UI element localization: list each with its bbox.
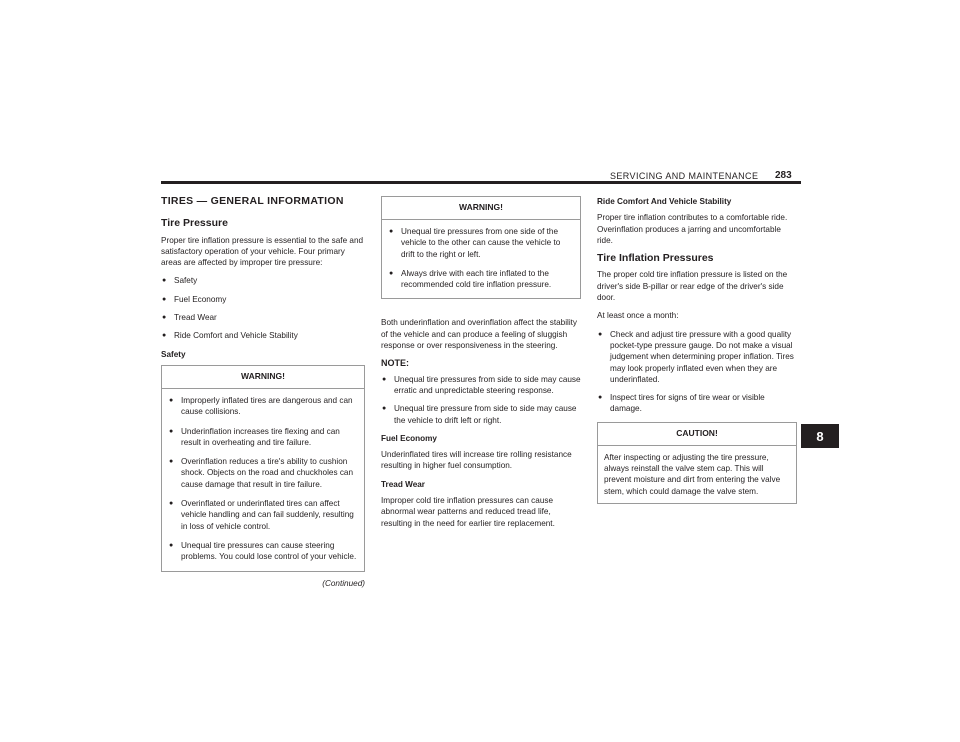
section-title: TIRES — GENERAL INFORMATION: [161, 195, 344, 207]
affected-areas-list: [161, 275, 365, 341]
monthly-lead: At least once a month:: [597, 311, 679, 321]
monthly-list: [597, 329, 797, 415]
list-item: ● Safety: [161, 275, 365, 286]
ride-comfort-text: Proper tire inflation contributes to a comfortable ride. Overinflation produces a jarring and uncomfortable ride.: [597, 213, 788, 245]
list-item: ● Check and adjust tire pressure with a good quality pocket-type pressure gauge. Do not make a visual judgement when determining proper inflation. Tires may look properly inflated even when they are underinflated.: [597, 329, 797, 385]
caution-title: CAUTION!: [598, 423, 796, 446]
note-item: ● Unequal tire pressure from side to side may cause the vehicle to drift left or right.: [381, 403, 581, 426]
stability-paragraph: Both underinflation and overinflation affect the stability of the vehicle and can produce a feeling of sluggish response or over responsiveness in the steering.: [381, 318, 578, 351]
column-middle: [381, 196, 581, 536]
list-item: ● Fuel Economy: [161, 294, 365, 305]
warning-title: WARNING!: [382, 197, 580, 220]
warning-item: ● Improperly inflated tires are dangerous and can cause collisions.: [168, 395, 358, 418]
tire-pressure-intro: Proper tire inflation pressure is essential to the safe and satisfactory operation of your vehicle. Four primary areas are affected by improper tire pressure:: [161, 235, 364, 268]
column-left: [161, 196, 365, 589]
note-item: ● Unequal tire pressures from side to side may cause erratic and unpredictable steering response.: [381, 374, 581, 397]
list-item: ● Ride Comfort and Vehicle Stability: [161, 330, 365, 341]
caution-box: [597, 422, 797, 504]
warning-item: ● Underinflation increases tire flexing and can result in overheating and tire failure.: [168, 426, 358, 449]
header-rule: [161, 181, 801, 184]
list-item: ● Tread Wear: [161, 312, 365, 323]
tread-wear-text: Improper cold tire inflation pressures can cause abnormal wear patterns and reduced tread life, resulting in the need for earlier tire replacement.: [381, 496, 555, 528]
fuel-economy-text: Underinflated tires will increase tire rolling resistance resulting in higher fuel consumption.: [381, 450, 572, 471]
caution-text: After inspecting or adjusting the tire pressure, always reinstall the valve stem cap. This will prevent moisture and dirt from entering the valve stem, which could damage the valve stem.: [604, 452, 781, 496]
page-number: 283: [775, 170, 792, 181]
warning-box: [161, 365, 365, 572]
note-list: [381, 374, 581, 426]
warning-item: ● Always drive with each tire inflated to the recommended cold tire inflation pressure.: [388, 268, 574, 291]
note-label: NOTE:: [381, 358, 409, 369]
warning-item: ● Overinflation reduces a tire's ability to cushion shock. Objects on the road and chuckholes can cause damage that result in tire failure.: [168, 456, 358, 490]
list-item: ● Inspect tires for signs of tire wear or visible damage.: [597, 392, 797, 415]
fuel-economy-heading: Fuel Economy: [381, 433, 437, 443]
warning-item: ● Overinflated or underinflated tires can affect vehicle handling and can fail suddenly, resulting in loss of vehicle control.: [168, 498, 358, 532]
warning-box: [381, 196, 581, 299]
warning-list: [388, 226, 574, 290]
tread-wear-heading: Tread Wear: [381, 479, 425, 489]
subsection-title-inflation: Tire Inflation Pressures: [597, 252, 714, 265]
warning-list: [168, 395, 358, 563]
warning-item: ● Unequal tire pressures from one side of the vehicle to the other can cause the vehicle to drift to the right or left.: [388, 226, 574, 260]
chapter-tab: 8: [801, 424, 839, 448]
inflation-text: The proper cold tire inflation pressure is listed on the driver's side B-pillar or rear edge of the driver's side door.: [597, 270, 788, 303]
continued-label: (Continued): [322, 578, 365, 588]
warning-title: WARNING!: [162, 366, 364, 389]
subsection-title-tire-pressure: Tire Pressure: [161, 217, 228, 230]
warning-item: ● Unequal tire pressures can cause steering problems. You could lose control of your vehicle.: [168, 540, 358, 563]
ride-comfort-heading: Ride Comfort And Vehicle Stability: [597, 197, 732, 206]
safety-heading: Safety: [161, 349, 186, 359]
column-right: [597, 196, 797, 510]
running-header-title: SERVICING AND MAINTENANCE: [610, 171, 759, 181]
